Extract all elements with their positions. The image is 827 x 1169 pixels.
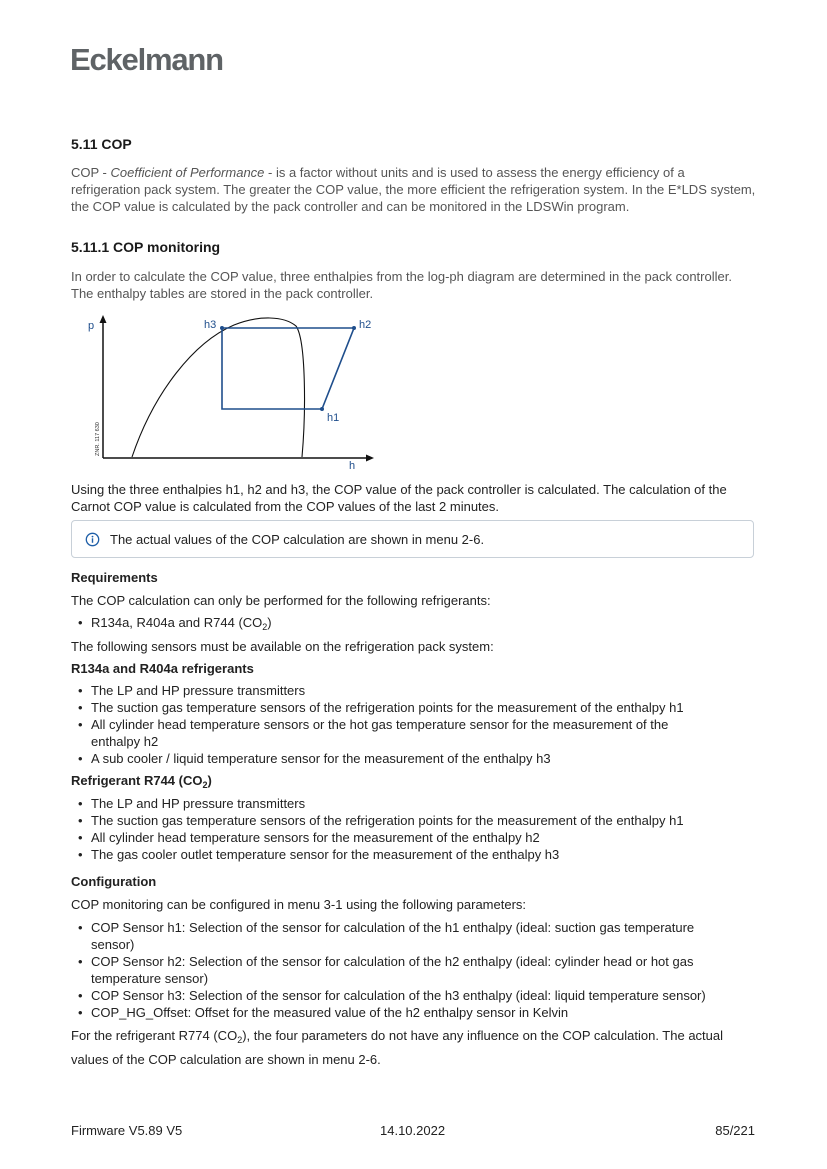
cop-term: Coefficient of Performance — [110, 165, 265, 180]
y-axis-arrow-icon — [100, 315, 107, 323]
refrigerants-list — [71, 614, 272, 636]
footer-date: 14.10.2022 — [380, 1123, 446, 1138]
refrigeration-cycle — [222, 328, 354, 409]
configuration-closing: For the refrigerant R774 $(CO_2)$, the four parameters do not have any influence on the COP calculation. The actual values of the COP calculation are shown in menu 2-6. — [71, 1028, 724, 1067]
footer-firmware: Firmware V5.89 V5 — [71, 1123, 183, 1138]
drawing-id: ZNR. 117 630 — [95, 422, 101, 456]
r134a-sensor-list — [71, 682, 757, 767]
label-h1: h1 — [327, 412, 340, 424]
section-heading: 5.11 COP — [71, 136, 132, 152]
log-ph-diagram — [84, 312, 384, 477]
point-h3 — [220, 326, 224, 330]
requirements-intro: The COP calculation can only be performed for the following refrigerants: — [71, 593, 491, 608]
info-note-text: The actual values of the COP calculation are shown in menu 2-6. — [110, 531, 485, 547]
calc-paragraph: Using the three enthalpies h1, h2 and h3, the COP value of the pack controller is calculated. The calculation of the Carnot COP value is calculated from the COP values of the last 2 minutes. — [71, 482, 727, 514]
label-h3: h3 — [204, 319, 217, 331]
configuration-parameter-list — [71, 919, 757, 1021]
sensors-intro: The following sensors must be available on the refrigeration pack system: — [71, 639, 494, 654]
info-note — [71, 520, 754, 558]
list-item: • COP Sensor h1: Selection of the sensor for calculation of the h1 enthalpy (ideal: suction gas temperature sensor) — [71, 919, 757, 953]
list-item: • The gas cooler outlet temperature sensor for the measurement of the enthalpy h3 — [71, 846, 757, 863]
eckelmann-logo: Eckelmann — [70, 42, 223, 77]
saturation-curve — [132, 318, 304, 457]
list-item: • The LP and HP pressure transmitters — [71, 795, 757, 812]
subsection-heading: 5.11.1 COP monitoring — [71, 239, 221, 255]
footer-page-number: 85/221 — [715, 1123, 755, 1138]
list-item: • A sub cooler / liquid temperature sensor for the measurement of the enthalpy h3 — [71, 750, 757, 767]
r744-heading: Refrigerant R744 $(CO_2)$ — [71, 773, 212, 790]
configuration-intro: COP monitoring can be configured in menu 3-1 using the following parameters: — [71, 897, 527, 912]
subsection-intro: In order to calculate the COP value, three enthalpies from the log-ph diagram are determined in the pack controller. The enthalpy tables are stored in the pack controller. — [71, 269, 732, 301]
list-item: • COP Sensor h3: Selection of the sensor for calculation of the h3 enthalpy (ideal: liquid temperature sensor) — [71, 987, 757, 1004]
x-axis-arrow-icon — [366, 455, 374, 462]
list-item: • All cylinder head temperature sensors for the measurement of the enthalpy h2 — [71, 829, 757, 846]
r134a-heading: R134a and R404a refrigerants — [71, 661, 254, 676]
point-h2 — [352, 326, 356, 330]
section-intro: COP - Coefficient of Performance - is a factor without units and is used to assess the energy efficiency of a refrigeration pack system. The greater the COP value, the more efficient the refrigeration system. In the E*LDS system, the COP value is calculated by the pack controller and can be monitored in the LDSWin program. — [71, 165, 756, 214]
list-item: • The suction gas temperature sensors of the refrigeration points for the measurement of the enthalpy h1 — [71, 812, 757, 829]
list-item: • COP_HG_Offset: Offset for the measured value of the h2 enthalpy sensor in Kelvin — [71, 1004, 757, 1021]
list-item: • All cylinder head temperature sensors or the hot gas temperature sensor for the measurement of the enthalpy h2 — [71, 716, 757, 750]
point-h1 — [320, 407, 324, 411]
list-item: • The LP and HP pressure transmitters — [71, 682, 757, 699]
list-item: • The suction gas temperature sensors of the refrigeration points for the measurement of the enthalpy h1 — [71, 699, 757, 716]
requirements-heading: Requirements — [71, 570, 158, 585]
info-icon — [85, 532, 100, 547]
r744-sensor-list — [71, 795, 757, 863]
y-axis-label: p — [88, 320, 95, 332]
x-axis-label: h — [349, 460, 356, 472]
label-h2: h2 — [359, 319, 372, 331]
list-item: • R134a, R404a and R744 $(CO_2)$ — [71, 614, 272, 636]
list-item: • COP Sensor h2: Selection of the sensor for calculation of the h2 enthalpy (ideal: cylinder head or hot gas temperature sensor) — [71, 953, 757, 987]
configuration-heading: Configuration — [71, 874, 157, 889]
